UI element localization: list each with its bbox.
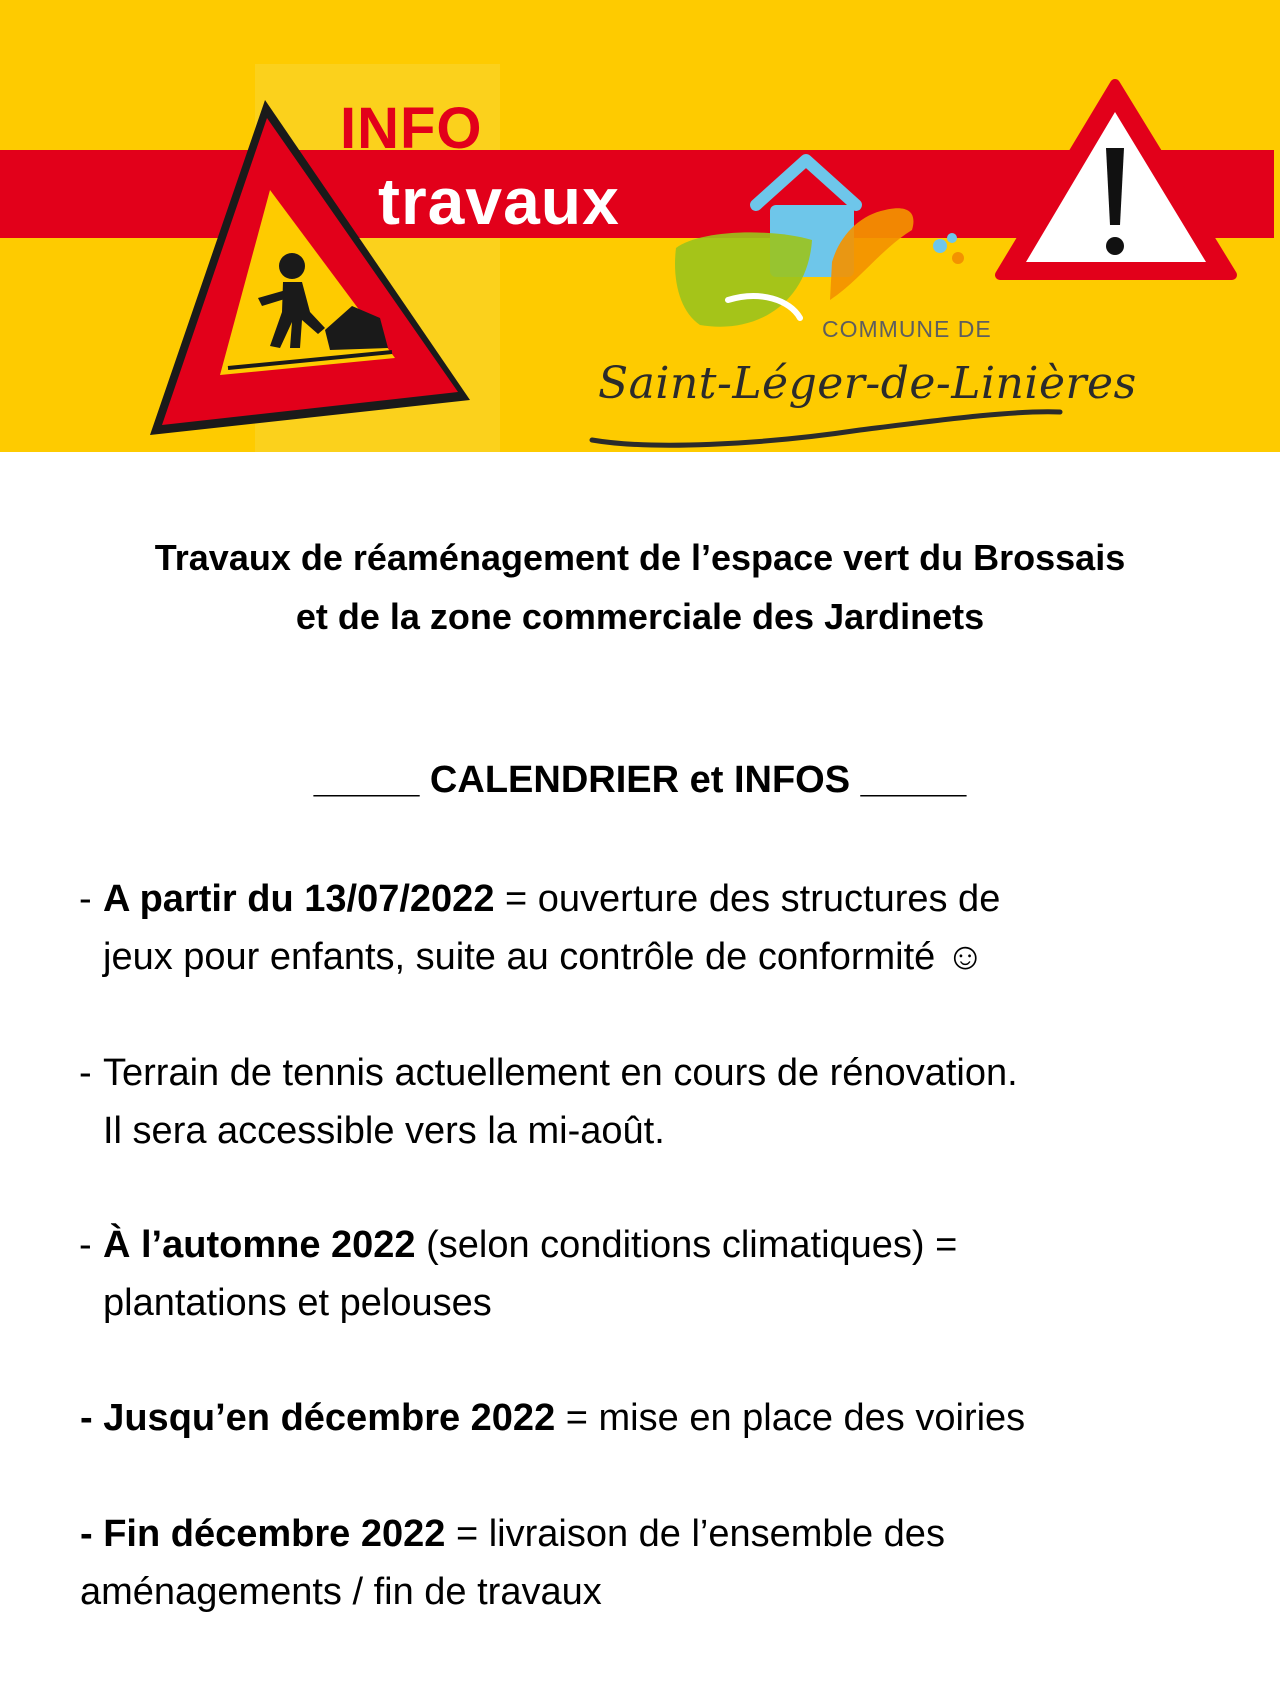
list-item <box>79 870 1001 986</box>
list-item-line-2: plantations et pelouses <box>103 1282 492 1324</box>
list-item-line-1 <box>80 1505 945 1563</box>
list-item <box>80 1505 945 1621</box>
list-item-text: = ouverture des structures de <box>494 878 1001 920</box>
calendar-heading: _____ CALENDRIER et INFOS _____ <box>313 759 967 801</box>
list-item-line-2: aménagements / fin de travaux <box>80 1571 602 1613</box>
list-item-text: = mise en place des voiries <box>555 1397 1026 1439</box>
list-item-text: = livraison de l’ensemble des <box>445 1513 945 1555</box>
list-dash: - <box>79 1052 92 1094</box>
list-item-date: À l’automne 2022 <box>103 1224 416 1266</box>
warning-exclamation-icon <box>1000 84 1232 275</box>
list-item <box>79 1216 958 1332</box>
logo-commune-name: Saint-Léger-de-Linières <box>598 358 1137 409</box>
list-dash: - <box>79 878 92 920</box>
list-item-line-2: jeux pour enfants, suite au contrôle de conformité ☺ <box>103 936 985 978</box>
info-label: INFO <box>340 96 483 161</box>
list-dash: - <box>79 1224 92 1266</box>
list-item-line-1 <box>103 1216 957 1274</box>
list-item-line-2: Il sera accessible vers la mi-août. <box>103 1110 665 1152</box>
title-line-2: et de la zone commerciale des Jardinets <box>295 596 985 637</box>
list-item-date: - Jusqu’en décembre 2022 <box>80 1397 556 1439</box>
logo-commune-label: COMMUNE DE <box>822 316 992 342</box>
list-item <box>79 1044 1018 1160</box>
list-item-line-1 <box>103 870 1000 928</box>
list-item-date: A partir du 13/07/2022 <box>103 878 495 920</box>
list-item-text: (selon conditions climatiques) = <box>415 1224 958 1266</box>
list-item-date: - Fin décembre 2022 <box>80 1513 446 1555</box>
list-item <box>80 1389 1025 1447</box>
list-item-line-1 <box>80 1389 1025 1447</box>
notice-title <box>0 528 1280 646</box>
list-item-line-1: Terrain de tennis actuellement en cours de rénovation. <box>103 1052 1018 1094</box>
title-line-1: Travaux de réaménagement de l’espace vert du Brossais <box>154 537 1126 578</box>
travaux-label: travaux <box>378 164 620 238</box>
